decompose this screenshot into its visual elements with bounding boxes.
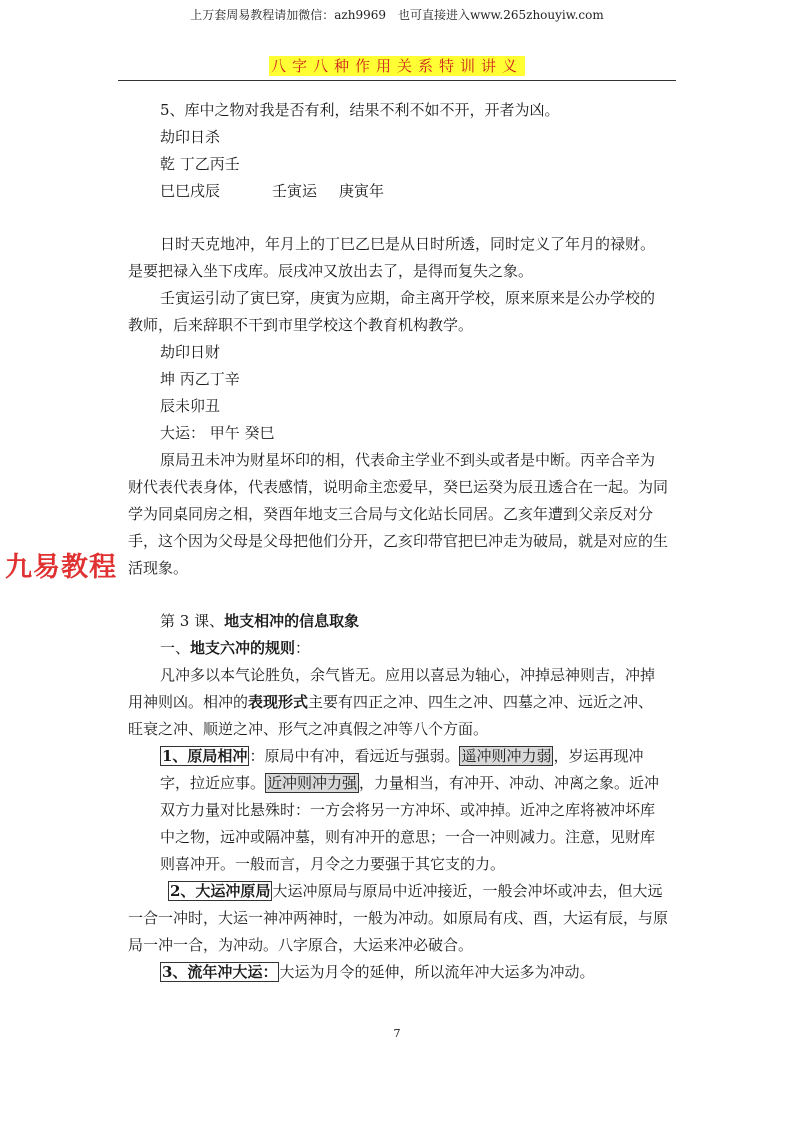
chart2-line2: 坤 丙乙丁辛 [160,370,240,388]
para1-text-b: 主要有四正之冲、四生之冲、四墓之冲、远近之冲、旺衰之冲、顺逆之冲、形气之冲真假之冲等八个方面。 [128,693,654,738]
subheading-prefix: 一、 [160,639,191,657]
para1-text-a: 凡冲多以本气论胜负，余气皆无。应用以喜忌为轴心，冲掉忌神则吉，冲掉用神则凶。相冲的 [128,666,656,711]
watermark-logo: 九易教程 [5,552,117,583]
chart1-branches: 巳巳戌辰 [160,182,221,200]
year-clash-label: 3、流年冲大运： [162,963,278,981]
lesson3-title-bold: 地支相冲的信息取象 [224,612,360,630]
section5-para2: 壬寅运引动了寅巳穿，庚寅为应期，命主离开学校，原来原来是公办学校的教师，后来辞职不干到市里学校这个教育机构教学。 [128,289,656,334]
subheading-bold: 地支六冲的规则 [190,639,296,657]
page-body [128,97,668,986]
chart1-line3 [128,178,668,205]
para2-text-a: ：原局中有冲，看远近与强弱。 [249,747,460,765]
lesson3-para1 [128,662,668,743]
chart1-line2: 乾 丁乙丙壬 [160,155,240,173]
chart2-line3: 辰未卯丑 [160,397,221,415]
section5-heading: 5、库中之物对我是否有利，结果不利不如不开，开者为凶。 [160,101,560,119]
lesson3-para4 [128,959,668,986]
lesson3-para3 [128,878,668,959]
page-number: 7 [393,1027,401,1040]
original-clash-label: 1、原局相冲 [162,747,248,765]
near-clash-highlight: 近冲则冲力强 [267,774,358,792]
title-rule [118,80,676,81]
spacer [128,205,668,231]
lesson3-title [128,608,668,635]
chart1-luck: 壬寅运 [272,182,318,200]
document-title-text: 八字八种作用关系特训讲义 [270,57,523,75]
section5-para1: 日时天克地冲，年月上的丁巳乙巳是从日时所透，同时定义了年月的禄财。是要把禄入坐下戌库。辰戌冲又放出去了，是得而复失之象。 [128,235,656,280]
chart2-line1: 劫印日财 [160,343,221,361]
para1-bold: 表现形式 [248,693,309,711]
subheading-suffix: ： [295,639,311,657]
document-title [0,55,794,76]
far-clash-highlight: 遥冲则冲力弱 [461,747,552,765]
lesson3-title-prefix: 第 3 课、 [160,612,225,630]
chart1-line1: 劫印日杀 [160,128,221,146]
chart2-line4: 大运： 甲午 癸巳 [160,424,275,442]
lesson3-subheading [128,635,668,662]
section5-para3: 原局丑未冲为财星坏印的相，代表命主学业不到头或者是中断。丙辛合辛为财代表代表身体，代表感情，说明命主恋爱早，癸巳运癸为辰丑透合在一起。为同学为同桌同房之相，癸酉年地支三合局与文化站长同居。乙亥年遭到父亲反对分手，这个因为父母是父母把他们分开，乙亥印带官把巳冲走为破局，就是对应的生活现象。 [128,451,669,577]
para2-text-b: ，岁运再现冲字，拉近应事。 [160,747,644,792]
luck-clash-label: 2、大运冲原局 [170,882,271,900]
para4-text: 大运为月令的延伸，所以流年冲大运多为冲动。 [279,963,595,981]
para3-text: 大运冲原局与原局中近冲接近，一般会冲坏或冲去，但大远一合一冲时，大运一神冲两神时，一般为冲动。如原局有戌、酉，大运有辰，与原局一冲一合，为冲动。八字原合，大运来冲必破合。 [128,882,669,954]
chart1-year: 庚寅年 [339,182,385,200]
lesson3-para2 [128,743,668,878]
para2-text-c: ，力量相当，有冲开、冲动、冲离之象。近冲双方力量对比悬殊时：一方会将另一方冲坏、或冲掉。近冲之库将被冲坏库中之物，远冲或隔冲墓，则有冲开的意思；一合一冲则减力。注意，见财库则喜冲开。一般而言，月令之力要强于其它支的力。 [160,774,660,873]
top-banner: 上万套周易教程请加微信：azh9969 也可直接进入www.265zhouyiw.com [190,8,604,22]
spacer [128,582,668,608]
